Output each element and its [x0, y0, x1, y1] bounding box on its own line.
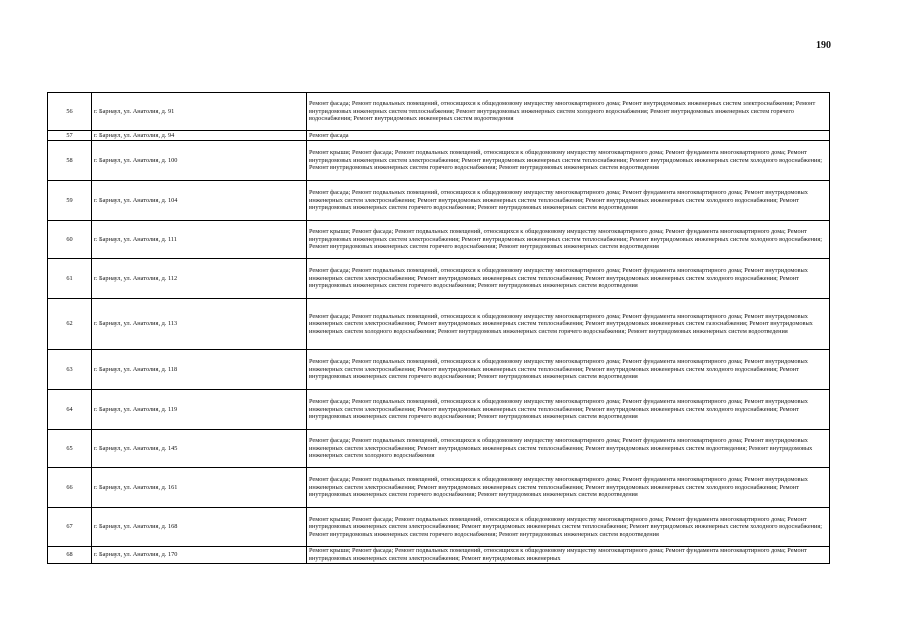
table-row — [48, 508, 830, 547]
table-row — [48, 181, 830, 221]
row-works: Ремонт фасада; Ремонт подвальных помещений, относящихся к общедомовому имуществу многоквартирного дома; Ремонт фундамента многоквартирного дома; Ремонт внутридомовых инженерных систем электроснабжения; Ремонт внутридомовых инженерных систем теплоснабжения; Ремонт внутридомовых инженерных систем холодного водоснабжения; Ремонт внутридомовых инженерных систем горячего водоснабжения; Ремонт внутридомовых инженерных систем водоотведения — [307, 259, 830, 299]
table-row — [48, 430, 830, 468]
table-row — [48, 390, 830, 430]
table-row — [48, 259, 830, 299]
row-number: 68 — [48, 547, 92, 564]
table-row — [48, 350, 830, 390]
row-address: г. Барнаул, ул. Анатолия, д. 113 — [92, 299, 307, 350]
table-row — [48, 93, 830, 131]
row-works: Ремонт фасада; Ремонт подвальных помещений, относящихся к общедомовому имуществу многоквартирного дома; Ремонт внутридомовых инженерных систем электроснабжения; Ремонт внутридомовых инженерных систем теплоснабжения; Ремонт внутридомовых инженерных систем холодного водоснабжения; Ремонт внутридомовых инженерных систем горячего водоснабжения; Ремонт внутридомовых инженерных систем водоотведения — [307, 93, 830, 131]
table-row — [48, 547, 830, 564]
row-number: 61 — [48, 259, 92, 299]
row-number: 67 — [48, 508, 92, 547]
row-works: Ремонт крыши; Ремонт фасада; Ремонт подвальных помещений, относящихся к общедомовому имуществу многоквартирного дома; Ремонт фундамента многоквартирного дома; Ремонт внутридомовых инженерных систем электроснабжения; Ремонт внутридомовых инженерных систем теплоснабжения; Ремонт внутридомовых инженерных систем холодного водоснабжения; Ремонт внутридомовых инженерных систем горячего водоснабжения; Ремонт внутридомовых инженерных систем водоотведения — [307, 141, 830, 181]
row-works: Ремонт фасада; Ремонт подвальных помещений, относящихся к общедомовому имуществу многоквартирного дома; Ремонт фундамента многоквартирного дома; Ремонт внутридомовых инженерных систем электроснабжения; Ремонт внутридомовых инженерных систем теплоснабжения; Ремонт внутридомовых инженерных систем холодного водоснабжения; Ремонт внутридомовых инженерных систем горячего водоснабжения; Ремонт внутридомовых инженерных систем водоотведения — [307, 468, 830, 508]
row-number: 66 — [48, 468, 92, 508]
row-works: Ремонт крыши; Ремонт фасада; Ремонт подвальных помещений, относящихся к общедомовому имуществу многоквартирного дома; Ремонт фундамента многоквартирного дома; Ремонт внутридомовых инженерных систем электроснабжения; Ремонт внутридомовых инженерных — [307, 547, 830, 564]
row-works: Ремонт фасада; Ремонт подвальных помещений, относящихся к общедомовому имуществу многоквартирного дома; Ремонт фундамента многоквартирного дома; Ремонт внутридомовых инженерных систем электроснабжения; Ремонт внутридомовых инженерных систем теплоснабжения; Ремонт внутридомовых инженерных систем холодного водоснабжения; Ремонт внутридомовых инженерных систем горячего водоснабжения; Ремонт внутридомовых инженерных систем водоотведения — [307, 181, 830, 221]
row-works: Ремонт фасада; Ремонт подвальных помещений, относящихся к общедомовому имуществу многоквартирного дома; Ремонт фундамента многоквартирного дома; Ремонт внутридомовых инженерных систем электроснабжения; Ремонт внутридомовых инженерных систем теплоснабжения; Ремонт внутридомовых инженерных систем холодного водоснабжения; Ремонт внутридомовых инженерных систем горячего водоснабжения; Ремонт внутридомовых инженерных систем водоотведения — [307, 390, 830, 430]
row-works: Ремонт фасада; Ремонт подвальных помещений, относящихся к общедомовому имуществу многоквартирного дома; Ремонт фундамента многоквартирного дома; Ремонт внутридомовых инженерных систем электроснабжения; Ремонт внутридомовых инженерных систем теплоснабжения; Ремонт внутридомовых инженерных систем водоотведения; Ремонт внутридомовых инженерных систем холодного водоснабжения — [307, 430, 830, 468]
row-address: г. Барнаул, ул. Анатолия, д. 111 — [92, 221, 307, 259]
row-address: г. Барнаул, ул. Анатолия, д. 100 — [92, 141, 307, 181]
row-number: 57 — [48, 131, 92, 141]
row-works: Ремонт крыши; Ремонт фасада; Ремонт подвальных помещений, относящихся к общедомовому имуществу многоквартирного дома; Ремонт фундамента многоквартирного дома; Ремонт внутридомовых инженерных систем электроснабжения; Ремонт внутридомовых инженерных систем теплоснабжения; Ремонт внутридомовых инженерных систем холодного водоснабжения; Ремонт внутридомовых инженерных систем горячего водоснабжения; Ремонт внутридомовых инженерных систем водоотведения — [307, 221, 830, 259]
row-address: г. Барнаул, ул. Анатолия, д. 112 — [92, 259, 307, 299]
row-number: 56 — [48, 93, 92, 131]
row-works: Ремонт фасада; Ремонт подвальных помещений, относящихся к общедомовому имуществу многоквартирного дома; Ремонт фундамента многоквартирного дома; Ремонт внутридомовых инженерных систем электроснабжения; Ремонт внутридомовых инженерных систем теплоснабжения; Ремонт внутридомовых инженерных систем холодного водоснабжения; Ремонт внутридомовых инженерных систем горячего водоснабжения; Ремонт внутридомовых инженерных систем водоотведения — [307, 350, 830, 390]
row-number: 59 — [48, 181, 92, 221]
row-address: г. Барнаул, ул. Анатолия, д. 118 — [92, 350, 307, 390]
row-number: 63 — [48, 350, 92, 390]
row-works: Ремонт крыши; Ремонт фасада; Ремонт подвальных помещений, относящихся к общедомовому имуществу многоквартирного дома; Ремонт фундамента многоквартирного дома; Ремонт внутридомовых инженерных систем электроснабжения; Ремонт внутридомовых инженерных систем теплоснабжения; Ремонт внутридомовых инженерных систем холодного водоснабжения; Ремонт внутридомовых инженерных систем горячего водоснабжения; Ремонт внутридомовых инженерных систем водоотведения — [307, 508, 830, 547]
row-address: г. Барнаул, ул. Анатолия, д. 161 — [92, 468, 307, 508]
row-works: Ремонт фасада — [307, 131, 830, 141]
table-row — [48, 299, 830, 350]
row-address: г. Барнаул, ул. Анатолия, д. 145 — [92, 430, 307, 468]
row-address: г. Барнаул, ул. Анатолия, д. 104 — [92, 181, 307, 221]
works-table — [47, 92, 830, 564]
page-number: 190 — [816, 40, 831, 51]
table-row — [48, 131, 830, 141]
table-row — [48, 468, 830, 508]
row-number: 62 — [48, 299, 92, 350]
row-address: г. Барнаул, ул. Анатолия, д. 168 — [92, 508, 307, 547]
row-number: 58 — [48, 141, 92, 181]
row-address: г. Барнаул, ул. Анатолия, д. 119 — [92, 390, 307, 430]
row-number: 65 — [48, 430, 92, 468]
row-works: Ремонт фасада; Ремонт подвальных помещений, относящихся к общедомовому имуществу многоквартирного дома; Ремонт фундамента многоквартирного дома; Ремонт внутридомовых инженерных систем электроснабжения; Ремонт внутридомовых инженерных систем теплоснабжения; Ремонт внутридомовых инженерных систем газоснабжения; Ремонт внутридомовых инженерных систем холодного водоснабжения; Ремонт внутридомовых инженерных систем горячего водоснабжения; Ремонт внутридомовых инженерных систем водоотведения — [307, 299, 830, 350]
row-number: 60 — [48, 221, 92, 259]
row-address: г. Барнаул, ул. Анатолия, д. 170 — [92, 547, 307, 564]
row-address: г. Барнаул, ул. Анатолия, д. 91 — [92, 93, 307, 131]
table-row — [48, 141, 830, 181]
row-number: 64 — [48, 390, 92, 430]
table-row — [48, 221, 830, 259]
row-address: г. Барнаул, ул. Анатолия, д. 94 — [92, 131, 307, 141]
